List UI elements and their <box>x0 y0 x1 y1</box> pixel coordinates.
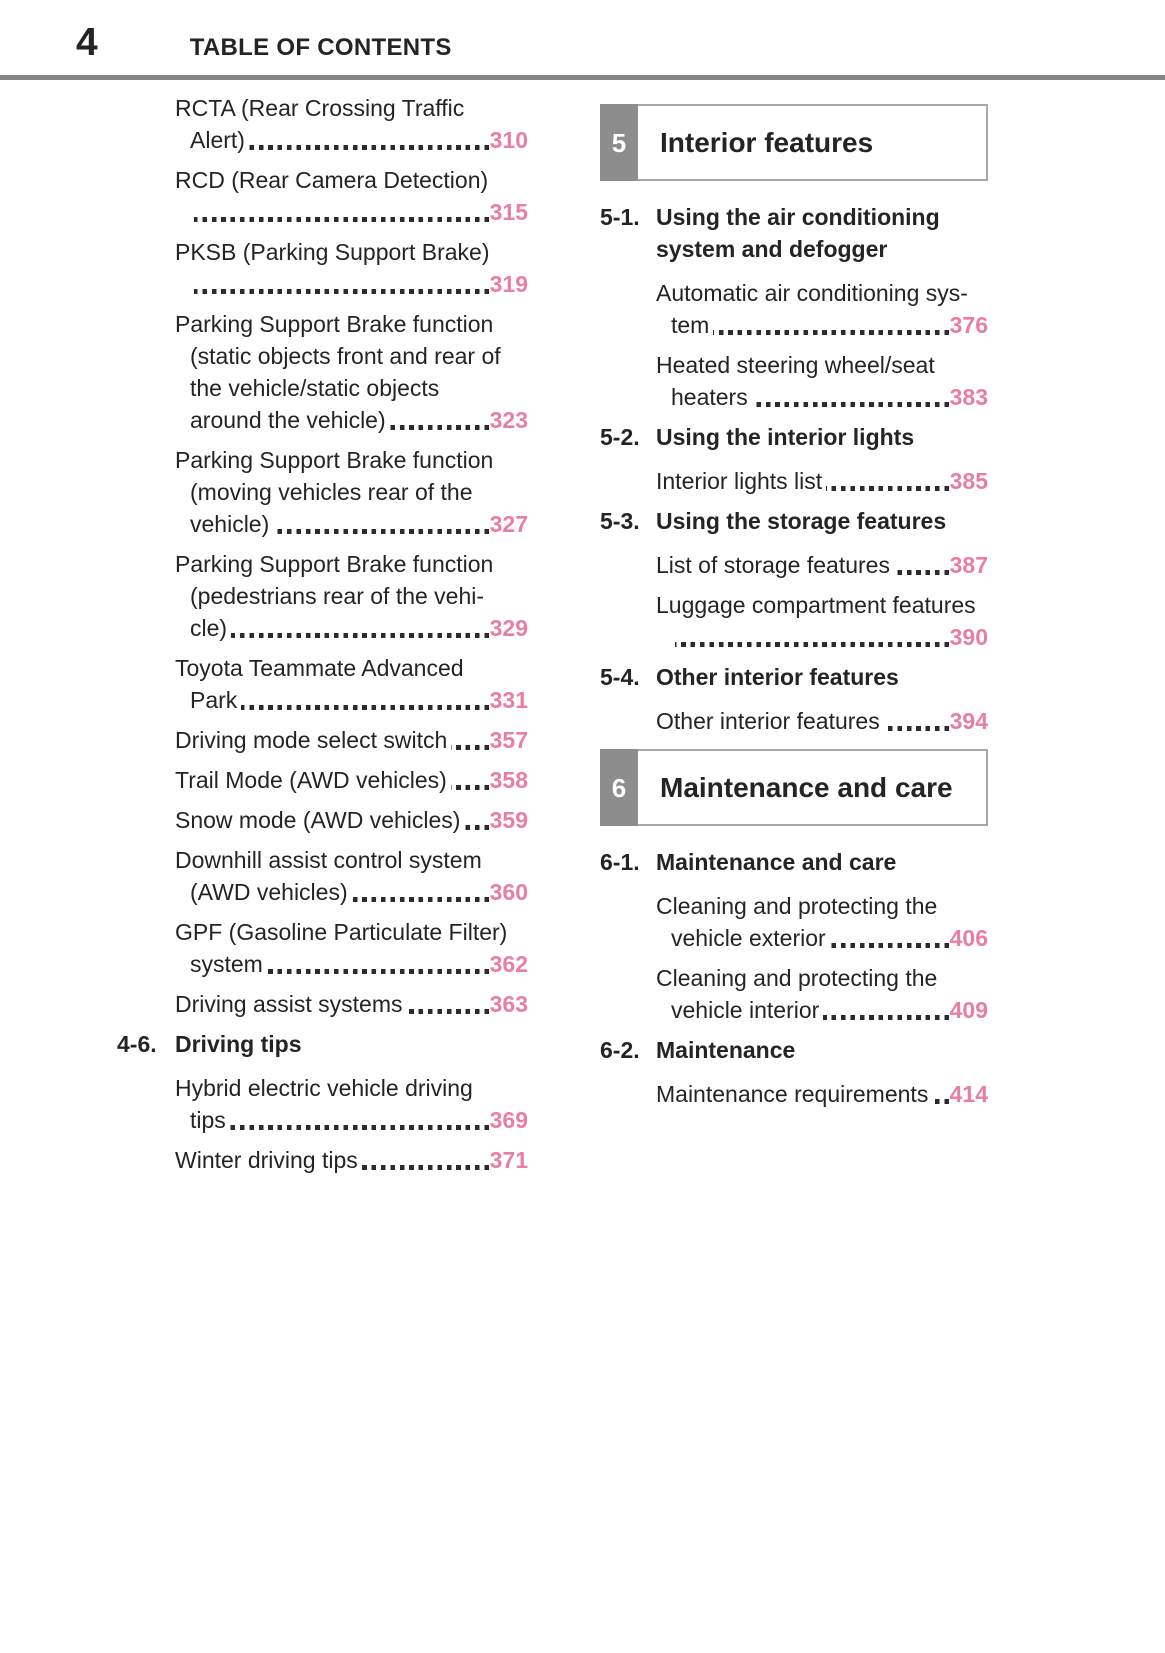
toc-page-number: 360 <box>489 879 528 905</box>
toc-entry-line: Toyota Teammate Advanced <box>175 655 464 681</box>
toc-entry <box>175 164 528 228</box>
toc-page-number: 323 <box>489 407 528 433</box>
toc-entry-line <box>175 724 528 756</box>
toc-entry-line <box>175 196 528 228</box>
toc-entry <box>175 308 528 436</box>
toc-entry <box>175 724 528 756</box>
toc-entry-line <box>175 268 528 300</box>
toc-entry-line: Downhill assist control system <box>175 847 482 873</box>
toc-page-number: 383 <box>949 384 988 410</box>
toc-section-heading <box>600 1034 988 1066</box>
section-title <box>656 201 940 265</box>
toc-page-number: 369 <box>489 1107 528 1133</box>
toc-entry-text: vehicle exterior <box>671 925 826 951</box>
section-number: 5-4. <box>600 664 640 690</box>
toc-entry <box>175 92 528 156</box>
toc-entry <box>656 890 988 954</box>
section-title <box>656 1034 795 1066</box>
toc-entry-text: Interior lights list <box>656 468 823 494</box>
dot-leader <box>406 1009 488 1014</box>
toc-page-number: 363 <box>489 991 528 1017</box>
toc-entry-line <box>175 876 528 908</box>
toc-entry-line: Cleaning and protecting the <box>656 893 938 919</box>
dot-leader <box>267 969 489 974</box>
toc-entry-line: Parking Support Brake function <box>175 447 494 473</box>
section-number: 4-6. <box>117 1031 157 1057</box>
toc-entry-text: (AWD vehicles) <box>190 879 348 905</box>
section-title-line: Using the storage features <box>656 508 947 534</box>
toc-columns <box>0 80 1165 1184</box>
toc-right-column <box>600 92 988 1118</box>
toc-entry-line: (moving vehicles rear of the <box>190 479 473 505</box>
toc-entry-text: Maintenance requirements <box>656 1081 929 1107</box>
toc-entry-line <box>175 404 528 436</box>
toc-entry-text: Trail Mode (AWD vehicles) <box>175 767 447 793</box>
toc-entry-line <box>175 948 528 980</box>
toc-entry-line: Cleaning and protecting the <box>656 965 938 991</box>
toc-page-number: 310 <box>489 127 528 153</box>
toc-entry-line: PKSB (Parking Support Brake) <box>175 239 490 265</box>
toc-entry <box>175 444 528 540</box>
section-title-line: Using the air conditioning <box>656 204 940 230</box>
dot-leader <box>830 943 949 948</box>
toc-entry-line: Automatic air conditioning sys- <box>656 280 968 306</box>
toc-entry-line <box>175 1104 528 1136</box>
toc-entry <box>656 465 988 497</box>
toc-entry-line <box>656 465 988 497</box>
section-title-line: Maintenance and care <box>656 849 897 875</box>
toc-page-number: 331 <box>489 687 528 713</box>
toc-entry-text: Alert) <box>190 127 245 153</box>
toc-entry-line: Hybrid electric vehicle driving <box>175 1075 473 1101</box>
toc-page-number: 329 <box>489 615 528 641</box>
toc-entry-line: Heated steering wheel/seat <box>656 352 935 378</box>
dot-leader <box>194 217 489 222</box>
chapter-title: Interior features <box>660 126 874 158</box>
toc-section-heading <box>600 505 988 537</box>
dot-leader <box>932 1099 948 1104</box>
toc-entry-text: cle) <box>190 615 228 641</box>
dot-leader <box>826 486 948 491</box>
toc-page-number: 315 <box>489 199 528 225</box>
dot-leader <box>194 289 489 294</box>
toc-page-number: 319 <box>489 271 528 297</box>
toc-entry-text: List of storage features <box>656 552 890 578</box>
toc-section-heading <box>600 661 988 693</box>
dot-leader <box>390 425 489 430</box>
chapter-number: 5 <box>600 104 638 181</box>
toc-entry <box>175 1072 528 1136</box>
toc-entry <box>175 652 528 716</box>
toc-page-number: 387 <box>949 552 988 578</box>
dot-leader <box>464 825 488 830</box>
toc-entry-line: the vehicle/static objects <box>190 375 440 401</box>
section-title <box>656 421 914 453</box>
toc-entry-text: heaters <box>671 384 748 410</box>
dot-leader <box>713 330 948 335</box>
toc-page-number: 376 <box>949 312 988 338</box>
toc-entry-text: Other interior features <box>656 708 880 734</box>
toc-entry-line <box>175 804 528 836</box>
toc-page-number: 406 <box>949 925 988 951</box>
toc-left-column <box>117 92 528 1184</box>
dot-leader <box>752 402 949 407</box>
toc-entry-line <box>656 1078 988 1110</box>
dot-leader <box>352 897 489 902</box>
dot-leader <box>273 529 488 534</box>
toc-entry <box>656 962 988 1026</box>
section-title-line: Using the interior lights <box>656 424 915 450</box>
section-title <box>656 846 896 878</box>
toc-page-number: 357 <box>489 727 528 753</box>
toc-entry <box>175 916 528 980</box>
toc-entry <box>656 589 988 653</box>
toc-entry <box>175 236 528 300</box>
chapter-title: Maintenance and care <box>660 771 953 803</box>
section-title-line: Other interior features <box>656 664 899 690</box>
toc-entry-line: GPF (Gasoline Particulate Filter) <box>175 919 508 945</box>
toc-entry <box>175 548 528 644</box>
toc-page-number: 390 <box>949 624 988 650</box>
toc-entry-line <box>656 994 988 1026</box>
toc-entry-line <box>175 612 528 644</box>
toc-entry-line <box>656 922 988 954</box>
toc-entry-text: Driving mode select switch <box>175 727 448 753</box>
toc-entry-text: vehicle) <box>190 511 270 537</box>
toc-entry-text: tem <box>671 312 710 338</box>
toc-entry <box>656 349 988 413</box>
toc-entry <box>656 549 988 581</box>
chapter-heading <box>600 749 988 826</box>
dot-leader <box>231 633 489 638</box>
toc-entry-line <box>656 549 988 581</box>
toc-entry-line <box>175 988 528 1020</box>
toc-page-number: 362 <box>489 951 528 977</box>
toc-page-number: 394 <box>949 708 988 734</box>
toc-entry <box>656 705 988 737</box>
toc-section-heading <box>600 421 988 453</box>
toc-page-number: 358 <box>489 767 528 793</box>
chapter-heading <box>600 104 988 181</box>
section-number: 6-2. <box>600 1037 640 1063</box>
toc-page-number: 359 <box>489 807 528 833</box>
toc-page-number: 414 <box>949 1081 988 1107</box>
toc-entry-line: RCD (Rear Camera Detection) <box>175 167 489 193</box>
chapter-number: 6 <box>600 749 638 826</box>
toc-entry <box>656 277 988 341</box>
dot-leader <box>362 1165 489 1170</box>
toc-page-number: 371 <box>489 1147 528 1173</box>
toc-entry-text: tips <box>190 1107 226 1133</box>
toc-entry-text: system <box>190 951 263 977</box>
toc-entry-text: Winter driving tips <box>175 1147 358 1173</box>
section-number: 5-1. <box>600 204 640 230</box>
toc-page-number: 327 <box>489 511 528 537</box>
dot-leader <box>230 1125 489 1130</box>
toc-entry <box>175 988 528 1020</box>
toc-entry <box>175 844 528 908</box>
dot-leader <box>884 726 949 731</box>
section-title <box>175 1028 302 1060</box>
dot-leader <box>249 145 489 150</box>
section-title-line: Maintenance <box>656 1037 796 1063</box>
toc-page-number: 385 <box>949 468 988 494</box>
dot-leader <box>451 785 489 790</box>
toc-entry-text: around the vehicle) <box>190 407 386 433</box>
toc-entry-line: (pedestrians rear of the vehi- <box>190 583 485 609</box>
toc-entry-line <box>175 684 528 716</box>
toc-entry-line <box>175 124 528 156</box>
dot-leader <box>451 745 488 750</box>
toc-entry <box>175 804 528 836</box>
dot-leader <box>241 705 488 710</box>
toc-entry-text: Snow mode (AWD vehicles) <box>175 807 461 833</box>
section-number: 5-2. <box>600 424 640 450</box>
page-number: 4 <box>76 21 98 64</box>
section-title-line: Driving tips <box>175 1031 302 1057</box>
dot-leader <box>823 1015 948 1020</box>
toc-entry-line <box>656 705 988 737</box>
toc-page-number: 409 <box>949 997 988 1023</box>
section-title <box>656 505 946 537</box>
toc-entry <box>175 1144 528 1176</box>
toc-entry-line <box>175 1144 528 1176</box>
section-number: 5-3. <box>600 508 640 534</box>
toc-entry-text: Driving assist systems <box>175 991 403 1017</box>
section-title <box>656 661 899 693</box>
toc-section-heading <box>117 1028 528 1060</box>
toc-section-heading <box>600 846 988 878</box>
section-title-line: system and defogger <box>656 236 888 262</box>
toc-entry-line: Parking Support Brake function <box>175 551 494 577</box>
dot-leader <box>894 570 949 575</box>
toc-entry-line: Luggage compartment features <box>656 592 976 618</box>
toc-entry-line: (static objects front and rear of <box>190 343 501 369</box>
page-title: TABLE OF CONTENTS <box>189 34 452 61</box>
toc-entry-line: Parking Support Brake function <box>175 311 494 337</box>
toc-entry-line: RCTA (Rear Crossing Traffic <box>175 95 465 121</box>
toc-entry-line <box>175 764 528 796</box>
toc-entry-text: Park <box>190 687 238 713</box>
toc-entry <box>656 1078 988 1110</box>
toc-entry-line <box>175 508 528 540</box>
toc-entry-line <box>656 621 988 653</box>
toc-entry-line <box>656 381 988 413</box>
dot-leader <box>675 642 949 647</box>
toc-entry <box>175 764 528 796</box>
toc-entry-text: vehicle interior <box>671 997 820 1023</box>
page-header <box>0 0 1165 62</box>
toc-entry-line <box>656 309 988 341</box>
section-number: 6-1. <box>600 849 640 875</box>
toc-section-heading <box>600 201 988 265</box>
